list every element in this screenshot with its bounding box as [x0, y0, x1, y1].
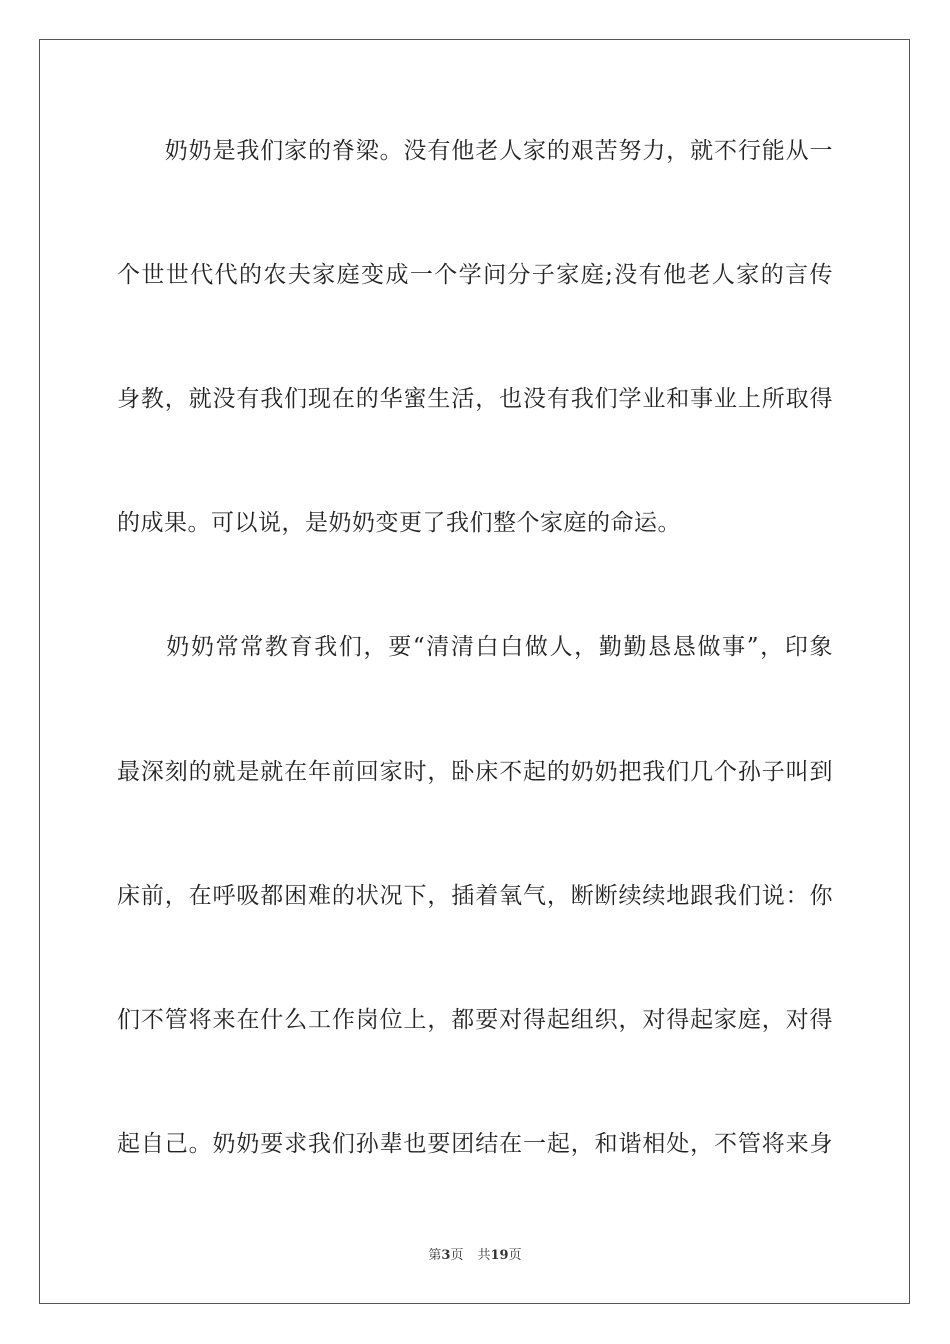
- total-label-prefix: 共: [477, 1248, 491, 1263]
- paragraph-1-line-3: 身教，就没有我们现在的华蜜生活，也没有我们学业和事业上所取得: [117, 386, 833, 412]
- page-border: [39, 39, 910, 1304]
- paragraph-2-line-5: 起自己。奶奶要求我们孙辈也要团结在一起，和谐相处，不管将来身: [117, 1131, 833, 1157]
- page-label-suffix: 页: [450, 1248, 464, 1263]
- paragraph-1-line-4: 的成果。可以说，是奶奶变更了我们整个家庭的命运。: [117, 510, 681, 536]
- paragraph-1-line-1: 奶奶是我们家的脊梁。没有他老人家的艰苦努力，就不行能从一: [117, 138, 833, 164]
- page-footer: [0, 1247, 950, 1265]
- paragraph-2-line-2: 最深刻的就是就在年前回家时，卧床不起的奶奶把我们几个孙子叫到: [117, 759, 833, 785]
- total-page-count: 19: [490, 1248, 509, 1263]
- page-label-prefix: 第: [428, 1248, 442, 1263]
- paragraph-2-line-3: 床前，在呼吸都困难的状况下，插着氧气，断断续续地跟我们说：你: [117, 883, 833, 909]
- current-page-number: 3: [441, 1248, 451, 1263]
- paragraph-1-line-2: 个世世代代的农夫家庭变成一个学问分子家庭;没有他老人家的言传: [117, 262, 833, 288]
- paragraph-2-line-4: 们不管将来在什么工作岗位上，都要对得起组织，对得起家庭，对得: [117, 1007, 833, 1033]
- total-label-suffix: 页: [508, 1248, 522, 1263]
- paragraph-2-line-1: 奶奶常常教育我们，要“清清白白做人，勤勤恳恳做事”，印象: [117, 634, 833, 660]
